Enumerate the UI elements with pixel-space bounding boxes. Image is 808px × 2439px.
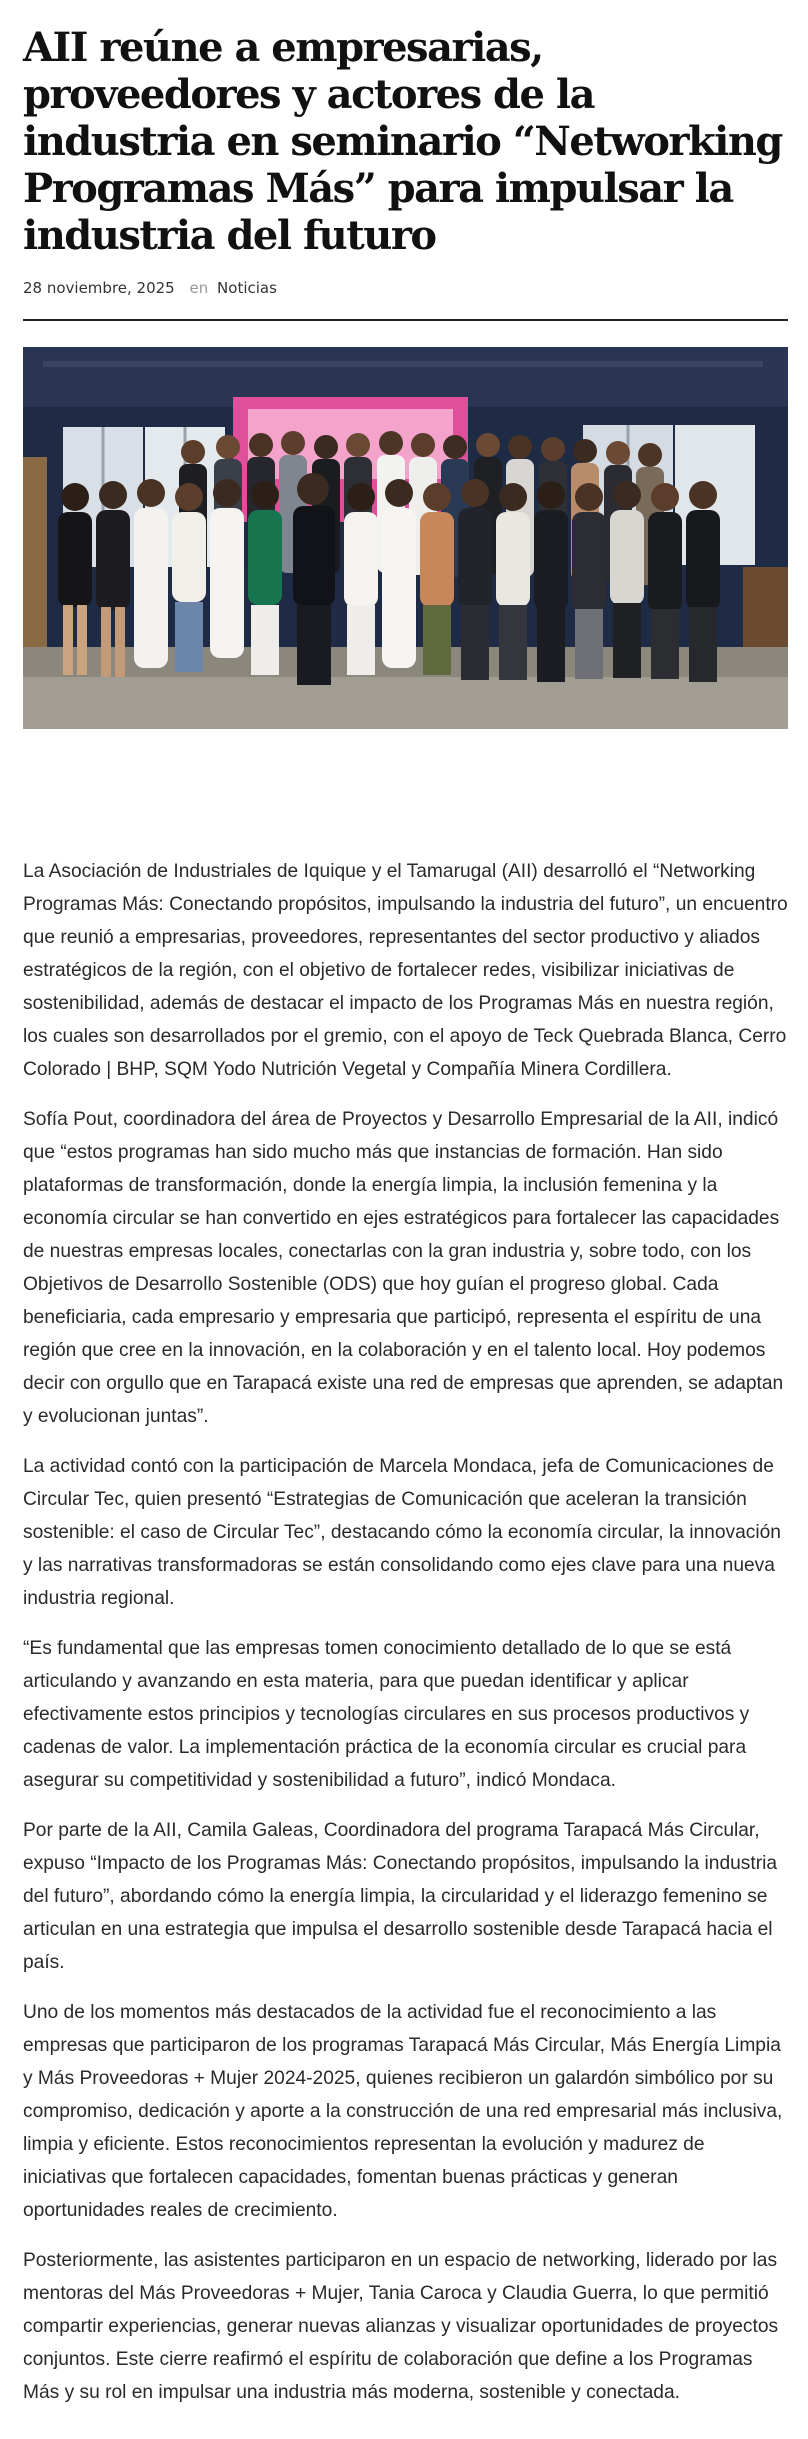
article-title: AII reúne a empresarias, proveedores y actores de la industria en seminario “Networking Programas Más” para impulsar la industria del futuro	[23, 24, 782, 259]
paragraph: Posteriormente, las asistentes participaron en un espacio de networking, liderado por las mentoras del Más Proveedoras + Mujer, Tania Caroca y Claudia Guerra, lo que permitió compartir experiencias, generar nuevas alianzas y visualizar oportunidades de proyectos conjuntos. Este cierre reafirmó el espíritu de colaboración que define a los Programas Más y su rol en impulsar una industria más moderna, sostenible y conectada.	[23, 2250, 779, 2403]
article-date: 28 noviembre, 2025	[23, 279, 175, 297]
paragraph: “Es fundamental que las empresas tomen conocimiento detallado de lo que se está articulando y avanzando en esta materia, para que puedan identificar y aplicar efectivamente estos principios y tecnologías circulares en sus procesos productivos y cadenas de valor. La implementación práctica de la economía circular es crucial para asegurar su competitividad y sostenibilidad a futuro”, indicó Mondaca.	[23, 1638, 750, 1791]
group-photo	[23, 347, 788, 729]
paragraph: La actividad contó con la participación de Marcela Mondaca, jefa de Comunicaciones de Circular Tec, quien presentó “Estrategias de Comunicación que aceleran la transición sostenible: el caso de Circular Tec”, destacando cómo la economía circular, la innovación y las narrativas transformadoras se están consolidando como ejes clave para una nueva industria regional.	[23, 1456, 781, 1609]
paragraph: Sofía Pout, coordinadora del área de Proyectos y Desarrollo Empresarial de la AII, indicó que “estos programas han sido mucho más que instancias de formación. Han sido plataformas de transformación, donde la energía limpia, la inclusión femenina y la economía circular se han convertido en ejes estratégicos para fortalecer las capacidades de nuestras empresas locales, conectarlas con la gran industria y, sobre todo, con los Objetivos de Desarrollo Sostenible (ODS) que hoy guían el progreso global. Cada beneficiaria, cada empresario y empresaria que participó, representa el espíritu de una región que cree en la innovación, en la colaboración y en el talento local. Hoy podemos decir con orgullo que en Tarapacá existe una red de empresas que aprenden, se adaptan y evolucionan juntas”.	[23, 1109, 784, 1427]
article-meta	[23, 275, 788, 301]
group-photo-icon	[23, 347, 788, 729]
article-body	[23, 855, 788, 2409]
paragraph: La Asociación de Industriales de Iquique y el Tamarugal (AII) desarrolló el “Networking Programas Más: Conectando propósitos, impulsando la industria del futuro”, un encuentro que reunió a empresarias, proveedores, representantes del sector productivo y aliados estratégicos de la región, con el objetivo de fortalecer redes, visibilizar iniciativas de sostenibilidad, además de destacar el impacto de los Programas Más en nuestra región, los cuales son desarrollados por el gremio, con el apoyo de Teck Quebrada Blanca, Cerro Colorado | BHP, SQM Yodo Nutrición Vegetal y Compañía Minera Cordillera.	[23, 861, 788, 1080]
title-divider	[23, 319, 788, 321]
category-link[interactable]: Noticias	[217, 279, 277, 297]
paragraph: Uno de los momentos más destacados de la actividad fue el reconocimiento a las empresas que participaron de los programas Tarapacá Más Circular, Más Energía Limpia y Más Proveedoras + Mujer 2024-2025, quienes recibieron un galardón simbólico por su compromiso, dedicación y aporte a la construcción de una red empresarial más inclusiva, limpia y eficiente. Estos reconocimientos representan la evolución y madurez de iniciativas que fortalecen capacidades, fomentan buenas prácticas y generan oportunidades reales de crecimiento.	[23, 2002, 783, 2221]
article	[23, 0, 788, 2426]
paragraph: Por parte de la AII, Camila Galeas, Coordinadora del programa Tarapacá Más Circular, expuso “Impacto de los Programas Más: Conectando propósitos, impulsando la industria del futuro”, abordando cómo la energía limpia, la circularidad y el liderazgo femenino se articulan en una estrategia que impulsa el desarrollo sostenible desde Tarapacá hacia el país.	[23, 1820, 778, 1973]
category-prefix: en	[189, 279, 209, 297]
